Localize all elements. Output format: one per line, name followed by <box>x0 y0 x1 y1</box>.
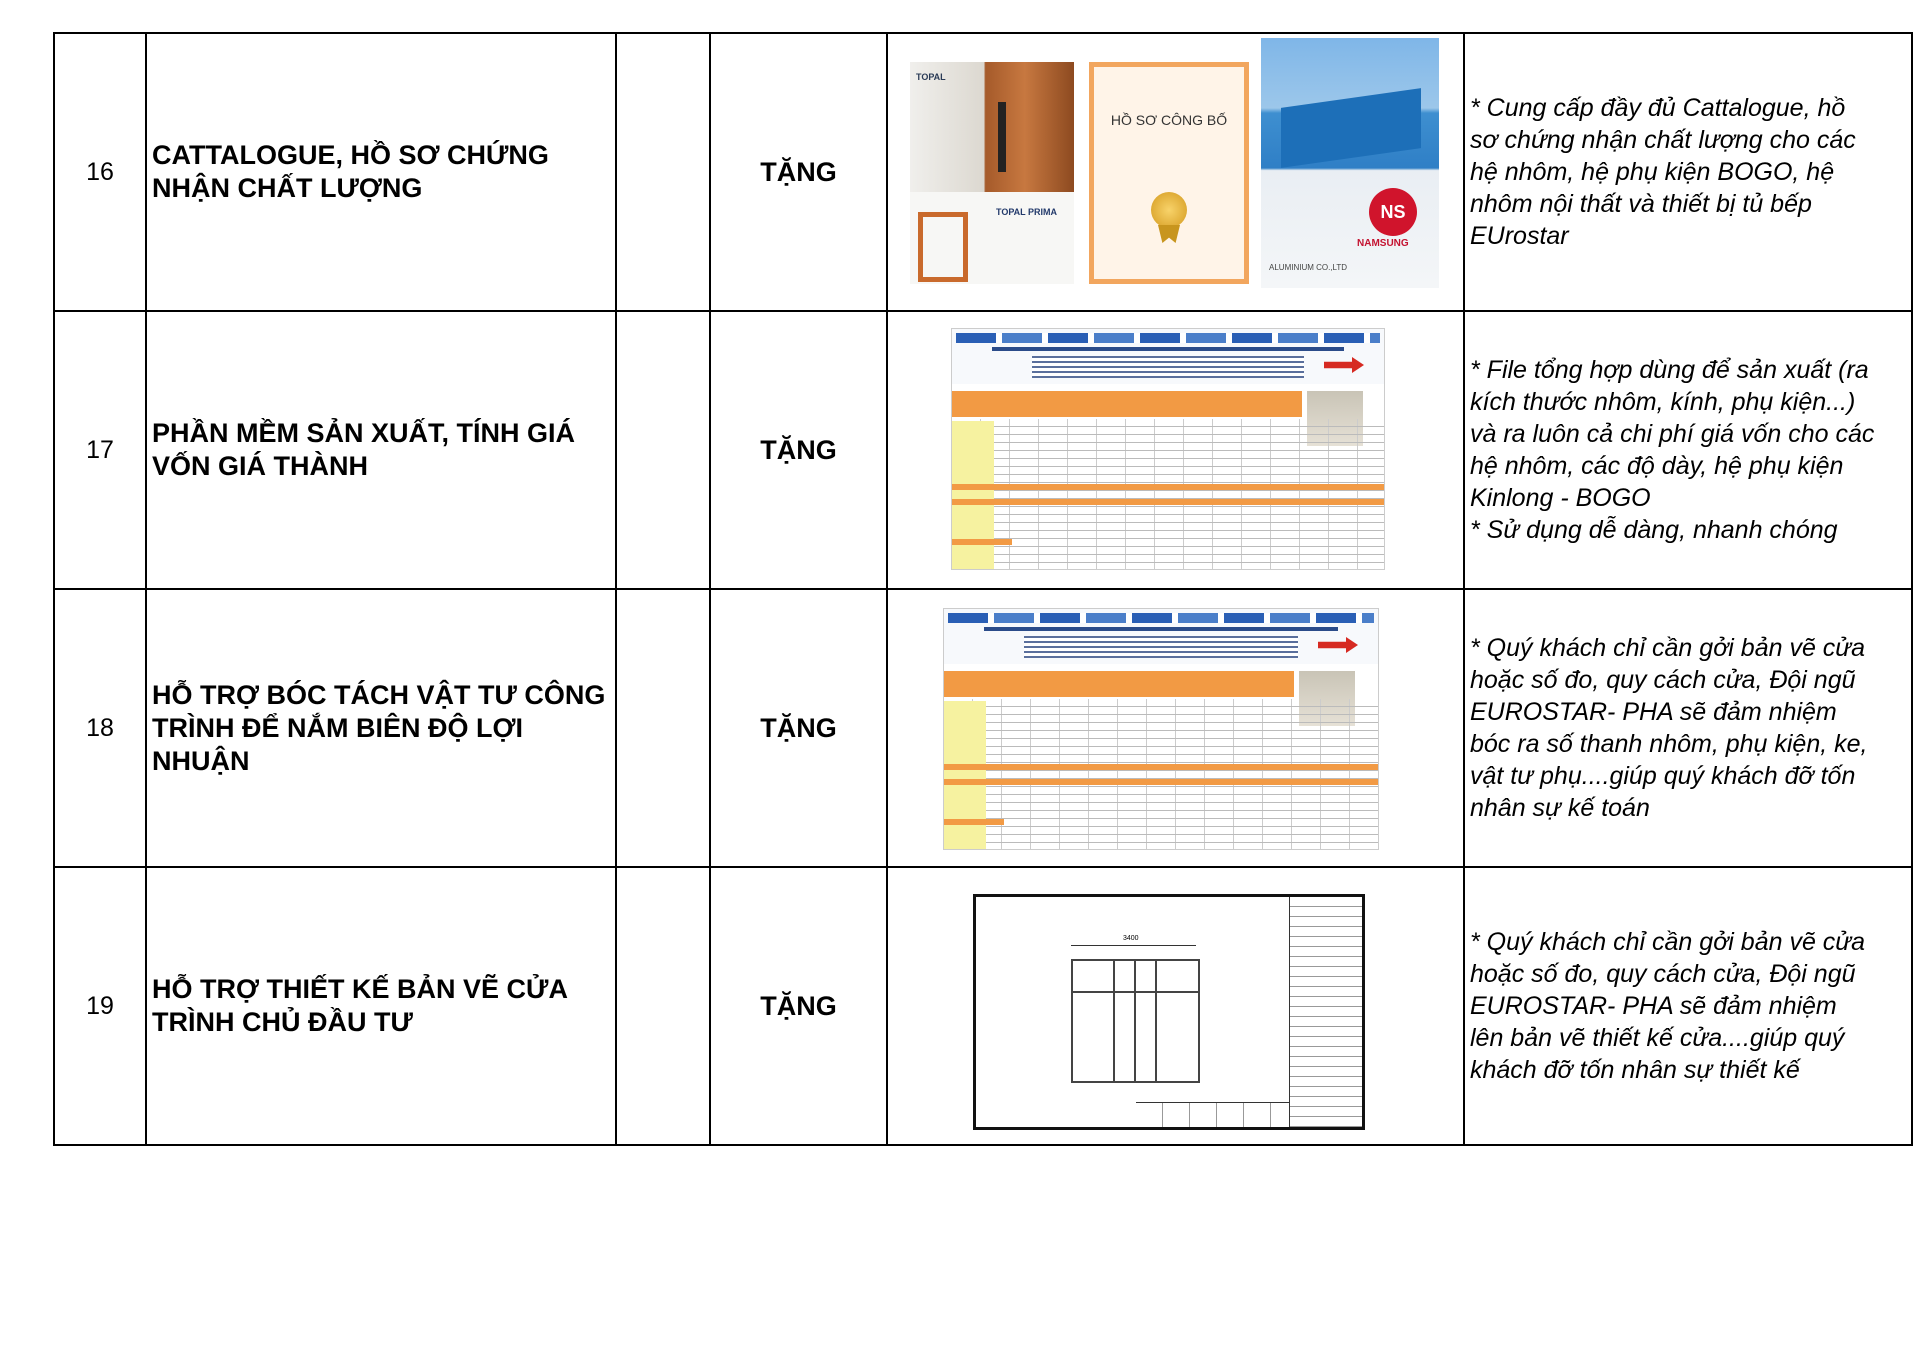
spreadsheet-image <box>887 311 1464 589</box>
service-name: CATTALOGUE, HỒ SƠ CHỨNG NHẬN CHẤT LƯỢNG <box>146 33 616 311</box>
gift-label: TẶNG <box>710 33 887 311</box>
cost-sheet-screenshot <box>951 328 1385 570</box>
namsung-logo-icon: NS <box>1369 188 1417 236</box>
drawing-image <box>887 867 1464 1145</box>
row-number: 16 <box>54 33 146 311</box>
gift-label: TẶNG <box>710 589 887 867</box>
materials-sheet-screenshot <box>943 608 1379 850</box>
empty-cell <box>616 589 710 867</box>
service-name: HỖ TRỢ BÓC TÁCH VẬT TƯ CÔNG TRÌNH ĐỂ NẮM BIÊN ĐỘ LỢI NHUẬN <box>146 589 616 867</box>
table-row <box>54 311 1912 589</box>
row-number: 18 <box>54 589 146 867</box>
empty-cell <box>616 33 710 311</box>
services-table <box>53 32 1913 1146</box>
certificate-dossier-cover: HỒ SƠ CÔNG BỐ <box>1089 62 1249 284</box>
namsung-catalogue-cover: NS NAMSUNG ALUMINIUM CO.,LTD <box>1261 38 1439 288</box>
row-number: 17 <box>54 311 146 589</box>
gift-label: TẶNG <box>710 311 887 589</box>
medal-icon <box>1151 192 1187 228</box>
table-row <box>54 589 1912 867</box>
table-row <box>54 867 1912 1145</box>
arrow-icon <box>1324 357 1364 373</box>
catalogue-images <box>887 33 1464 311</box>
service-description: * File tổng hợp dùng để sản xuất (ra kích thước nhôm, kính, phụ kiện...) và ra luôn cả chi phí giá vốn cho các hệ nhôm, các độ dày, hệ phụ kiện Kinlong - BOGO * Sử dụng dễ dàng, nhanh chóng <box>1464 311 1912 589</box>
gift-label: TẶNG <box>710 867 887 1145</box>
empty-cell <box>616 311 710 589</box>
empty-cell <box>616 867 710 1145</box>
topal-catalogue-cover: TOPAL TOPAL PRIMA <box>910 62 1074 284</box>
door-drawing: 3400 <box>973 894 1365 1130</box>
arrow-icon <box>1318 637 1358 653</box>
service-name: PHẦN MỀM SẢN XUẤT, TÍNH GIÁ VỐN GIÁ THÀNH <box>146 311 616 589</box>
row-number: 19 <box>54 867 146 1145</box>
service-description: * Cung cấp đầy đủ Cattalogue, hồ sơ chứng nhận chất lượng cho các hệ nhôm, hệ phụ kiện BOGO, hệ nhôm nội thất và thiết bị tủ bếp EUrostar <box>1464 33 1912 311</box>
service-description: * Quý khách chỉ cần gởi bản vẽ cửa hoặc số đo, quy cách cửa, Đội ngũ EUROSTAR- PHA sẽ đảm nhiệm bóc ra số thanh nhôm, phụ kiện, ke, vật tư phụ....giúp quý khách đỡ tốn nhân sự kế toán <box>1464 589 1912 867</box>
spreadsheet-image <box>887 589 1464 867</box>
table-row <box>54 33 1912 311</box>
service-description: * Quý khách chỉ cần gởi bản vẽ cửa hoặc số đo, quy cách cửa, Đội ngũ EUROSTAR- PHA sẽ đảm nhiệm lên bản vẽ thiết kế cửa....giúp quý khách đỡ tốn nhân sự thiết kế <box>1464 867 1912 1145</box>
service-name: HỖ TRỢ THIẾT KẾ BẢN VẼ CỬA TRÌNH CHỦ ĐẦU TƯ <box>146 867 616 1145</box>
